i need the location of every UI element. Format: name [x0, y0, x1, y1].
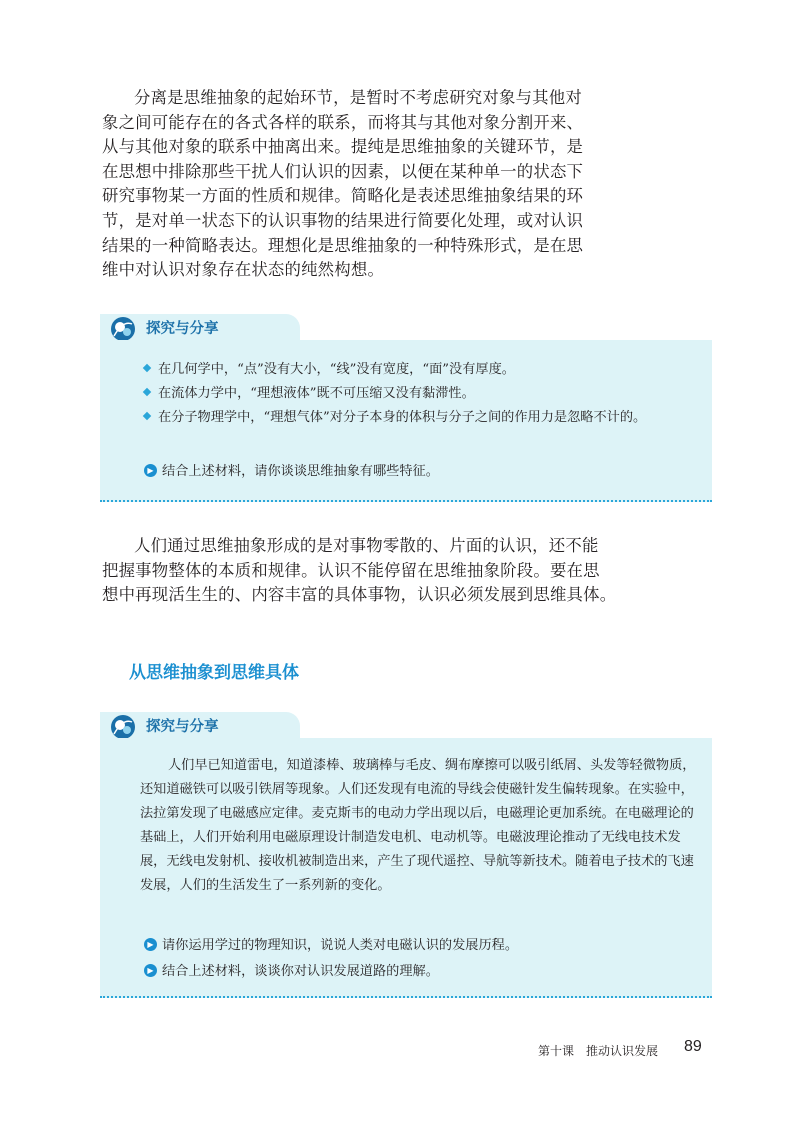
text-line: 维中对认识对象存在状态的纯然构想。: [102, 260, 385, 280]
bullet-list: [144, 358, 646, 430]
chapter-label: 第十课: [538, 1044, 575, 1058]
list-item: [144, 382, 646, 406]
paragraph-separation: [102, 86, 584, 283]
text-line: 研究事物某一方面的性质和规律。简略化是表述思维抽象结果的环: [102, 186, 584, 206]
chapter-title: 推动认识发展: [586, 1044, 659, 1058]
list-item: [144, 406, 646, 430]
question: [144, 934, 518, 953]
page-number: 89: [684, 1038, 702, 1055]
text-line: 想中再现活生生的、内容丰富的具体事物，认识必须发展到思维具体。: [102, 585, 617, 605]
explore-share-box-2: [100, 738, 712, 998]
diamond-bullet-icon: [143, 387, 151, 395]
bullet-text: 在几何学中，“点”没有大小，“线”没有宽度，“面”没有厚度。: [158, 362, 515, 377]
question: [144, 960, 439, 979]
explore-share-box-1: [100, 340, 712, 502]
question-text: 请你运用学过的物理知识，说说人类对电磁认识的发展历程。: [162, 938, 519, 953]
story-text: [140, 754, 696, 898]
text-line: 人们早已知道雷电，知道漆棒、玻璃棒与毛皮、绸布摩擦可以吸引纸屑、头发等轻微物质，: [168, 758, 696, 773]
arrow-right-icon: ▶: [144, 964, 157, 977]
text-line: 展，无线电发射机、接收机被制造出来，产生了现代遥控、导航等新技术。随着电子技术的飞速: [140, 854, 694, 869]
bullet-text: 在流体力学中，“理想液体”既不可压缩又没有黏滞性。: [158, 386, 475, 401]
text-line: 把握事物整体的本质和规律。认识不能停留在思维抽象阶段。要在思: [102, 560, 600, 580]
text-line: 基础上，人们开始利用电磁原理设计制造发电机、电动机等。电磁波理论推动了无线电技术发: [140, 830, 681, 845]
text-line: 还知道磁铁可以吸引铁屑等现象。人们还发现有电流的导线会使磁针发生偏转现象。在实验中，: [140, 782, 694, 797]
text-line: 发展，人们的生活发生了一系列新的变化。: [140, 878, 391, 893]
paragraph-abstraction-limits: [102, 534, 617, 608]
question-text: 结合上述材料，请你谈谈思维抽象有哪些特征。: [162, 464, 439, 479]
explore-share-icon: [110, 714, 136, 740]
text-line: 人们通过思维抽象形成的是对事物零散的、片面的认识，还不能: [134, 536, 599, 555]
explore-share-icon: [110, 316, 136, 342]
box-title: 探究与分享: [146, 719, 219, 735]
diamond-bullet-icon: [143, 411, 151, 419]
arrow-right-icon: ▶: [144, 464, 157, 477]
text-line: 分离是思维抽象的起始环节，是暂时不考虑研究对象与其他对: [134, 88, 582, 107]
bullet-text: 在分子物理学中，“理想气体”对分子本身的体积与分子之间的作用力是忽略不计的。: [158, 410, 647, 425]
text-line: 象之间可能存在的各式各样的联系，而将其与其他对象分割开来、: [102, 112, 584, 132]
box-title: 探究与分享: [146, 321, 219, 337]
section-heading: 从思维抽象到思维具体: [129, 663, 299, 683]
page-footer: [538, 1042, 658, 1059]
text-line: 结果的一种简略表达。理想化是思维抽象的一种特殊形式，是在思: [102, 235, 584, 255]
diamond-bullet-icon: [143, 363, 151, 371]
arrow-right-icon: ▶: [144, 938, 157, 951]
question-text: 结合上述材料，谈谈你对认识发展道路的理解。: [162, 964, 439, 979]
explore-share-tab: [100, 314, 300, 340]
question: [144, 460, 439, 479]
text-line: 法拉第发现了电磁感应定律。麦克斯韦的电动力学出现以后，电磁理论更加系统。在电磁理论的: [140, 806, 694, 821]
text-line: 从与其他对象的联系中抽离出来。提纯是思维抽象的关键环节，是: [102, 137, 584, 157]
text-line: 在思想中排除那些干扰人们认识的因素，以便在某种单一的状态下: [102, 161, 584, 181]
explore-share-tab: [100, 712, 300, 738]
list-item: [144, 358, 646, 382]
text-line: 节，是对单一状态下的认识事物的结果进行简要化处理，或对认识: [102, 210, 584, 230]
